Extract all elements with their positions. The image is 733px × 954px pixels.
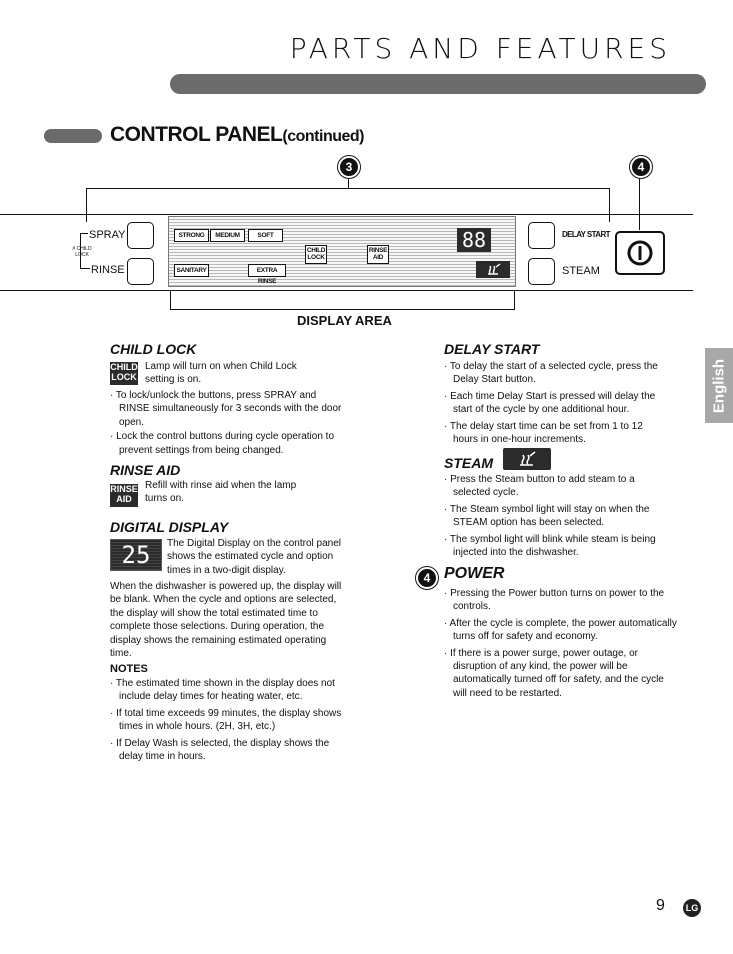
display-bracket-right [514,290,515,309]
display-bracket-left [170,290,171,309]
rinse-aid-badge: RINSE AID [110,484,138,507]
steam-heading: STEAM [444,455,493,471]
header-bar [170,74,706,94]
steam-label: STEAM [562,265,600,277]
steam-icon [476,261,510,278]
child-lock-badge: CHILD LOCK [110,362,138,385]
power-bullet-3: · If there is a power surge, power outage, or disruption of any kind, the power will be automatically turned off for safety, and the cycle will need to be restarted. [444,647,664,699]
option-sanitary: SANITARY [174,264,209,277]
callout-3: 3 [338,156,360,178]
digital-display-digits: 88 [457,228,491,252]
child-lock-bullet-1: · To lock/unlock the buttons, press SPRAY and RINSE simultaneously for 3 seconds with the door open. [110,390,342,428]
section-title [110,123,364,147]
option-strong: STRONG [174,229,209,242]
steam-bullets [444,473,674,560]
child-lock-intro: Lamp will turn on when Child Lock setting is on. [145,361,297,386]
display-bracket-bottom [170,309,515,310]
rinse-aid-heading: RINSE AID [110,462,181,478]
steam-bullet-1: · Press the Steam button to add steam to a selected cycle. [444,474,635,499]
section-pill [44,129,102,143]
note-2: · If total time exceeds 99 minutes, the display shows times in whole hours. (2H, 3H, etc.) [110,707,342,733]
callout-4: 4 [630,156,652,178]
child-lock-bracket-top [80,233,88,234]
delay-start-bullet-1: · To delay the start of a selected cycle, press the Delay Start button. [444,361,658,386]
power-button[interactable] [615,231,665,275]
steam-button[interactable] [528,258,555,285]
option-medium: MEDIUM [210,229,245,242]
steam-bullet-2: · The Steam symbol light will stay on when the STEAM option has been selected. [444,503,650,529]
steam-badge-icon [503,448,551,470]
display-area-label: DISPLAY AREA [297,313,392,328]
callout-3-bracket-right [609,188,610,222]
option-extra-rinse: EXTRA RINSE [248,264,286,277]
spray-label: SPRAY [89,229,126,241]
digital-display-heading: DIGITAL DISPLAY [110,519,229,535]
delay-start-label: DELAY START [562,230,610,239]
child-lock-bullets [110,389,342,458]
delay-start-heading: DELAY START [444,341,540,357]
rinse-aid-intro: Refill with rinse aid when the lamp turns on. [145,480,297,505]
language-tab[interactable] [705,348,733,423]
language-tab-label: English [710,358,728,413]
digital-display-sample: 25 [110,539,162,571]
spray-button[interactable] [127,222,154,249]
callout-3-stem [348,178,349,188]
steam-indicator [476,261,510,278]
rinse-aid-indicator: RINSE AID [367,245,389,264]
callout-4-stem [639,178,640,230]
delay-start-button[interactable] [528,222,555,249]
power-bullet-2: · After the cycle is complete, the power automatically turns off for safety and economy. [444,617,677,643]
callout-3-bracket [86,188,610,189]
notes-list [110,677,342,764]
section-title-main: CONTROL PANEL [110,123,283,146]
option-soft: SOFT [248,229,283,242]
digital-display-intro: The Digital Display on the control panel shows the estimated cycle and option times in a two-digit display. [167,538,341,576]
child-lock-heading: CHILD LOCK [110,341,197,357]
delay-start-bullet-2: · Each time Delay Start is pressed will delay the start of the cycle by one additional hour. [444,390,656,416]
panel-top-line [0,214,693,215]
page-header-title: PARTS AND FEATURES [289,32,671,65]
panel-bottom-line [0,290,693,291]
digital-display-body: When the dishwasher is powered up, the display will be blank. When the cycle and options are selected, the display will show the total estimated time to complete those selections. During operation, the display shows the remaining estimated operating time. [110,581,342,660]
rinse-button[interactable] [127,258,154,285]
child-lock-bracket-bottom [80,268,90,269]
child-lock-indicator: CHILD LOCK [305,245,327,264]
section-title-suffix: (continued) [282,128,364,145]
delay-start-bullet-3: · The delay start time can be set from 1 to 12 hours in one-hour increments. [444,420,643,446]
notes-heading: NOTES [110,663,148,675]
power-icon [617,233,663,273]
power-heading: POWER [444,565,505,582]
steam-badge [503,448,551,470]
callout-3-bracket-left [86,188,87,222]
note-1: · The estimated time shown in the display does not include delay times for heating water, etc. [110,678,335,703]
page-number: 9 [656,897,665,914]
note-3: · If Delay Wash is selected, the display shows the delay time in hours. [110,737,330,763]
rinse-label: RINSE [91,264,125,276]
steam-bullet-3: · The symbol light will blink while steam is being injected into the dishwasher. [444,533,656,559]
child-lock-bullet-2: · Lock the control buttons during cycle operation to prevent settings from being changed. [110,431,335,456]
lg-logo-icon: LG [683,899,701,917]
power-bullet-1: · Pressing the Power button turns on power to the controls. [444,588,665,613]
child-lock-small-label: # CHILD LOCK [72,246,92,258]
power-number-badge: 4 [416,567,438,589]
delay-start-bullets [444,360,668,447]
power-bullets [444,587,679,701]
